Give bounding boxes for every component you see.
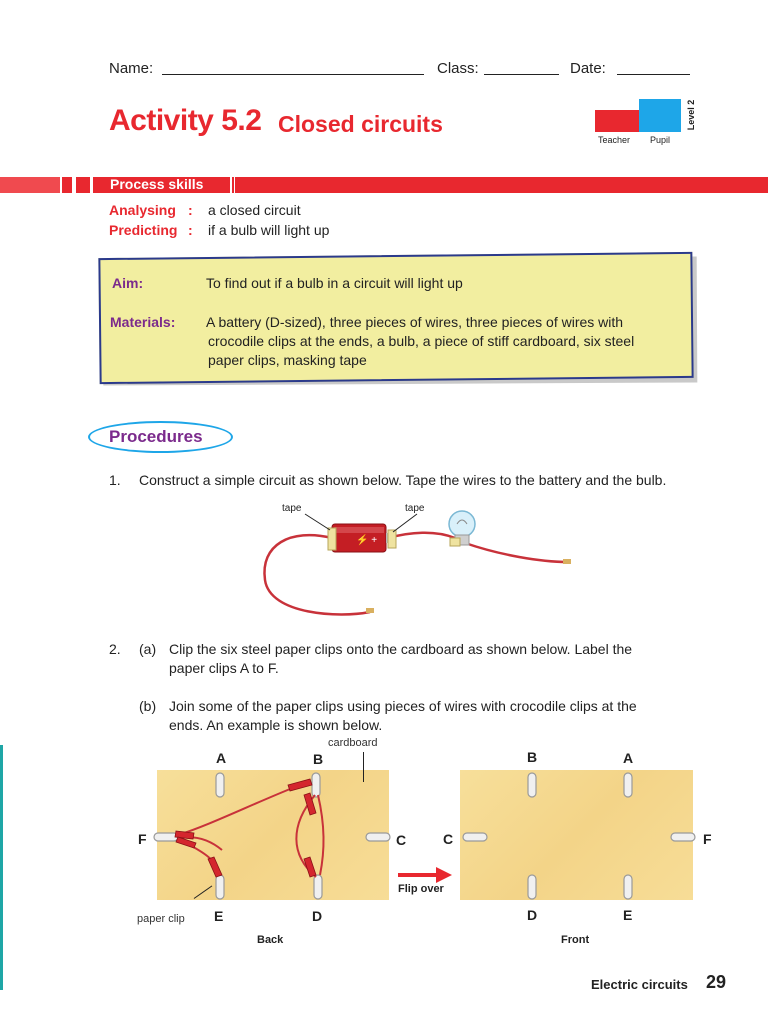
- back-clip-label-d: D: [312, 908, 323, 924]
- activity-title: Activity 5.2: [109, 104, 262, 137]
- back-clip-label-c: C: [396, 832, 407, 848]
- back-clip-label-a: A: [216, 750, 227, 766]
- name-label: Name:: [109, 60, 154, 77]
- step1-text: Construct a simple circuit as shown below. Tape the wires to the battery and the bulb.: [139, 472, 667, 488]
- bulb-icon: [449, 511, 475, 537]
- tape-label-right: tape: [405, 503, 425, 514]
- date-label: Date:: [570, 60, 606, 77]
- step1-number: 1.: [109, 472, 121, 488]
- class-label: Class:: [437, 60, 479, 77]
- paper-clip-label: paper clip: [137, 913, 185, 925]
- wire-middle: [388, 533, 455, 538]
- page-edge-marker: [0, 745, 3, 990]
- crocodile-clip: [288, 779, 312, 791]
- skill-separator: :: [188, 202, 193, 218]
- wire-b-to-d-2: [318, 795, 324, 875]
- paper-clip-b: [528, 773, 536, 797]
- front-clip-label-c: C: [443, 831, 454, 847]
- tape-left: [328, 528, 336, 550]
- flip-arrow-icon: [396, 866, 456, 884]
- paper-clip-d: [528, 875, 536, 899]
- back-clip-label-e: E: [214, 908, 224, 924]
- materials-label: Materials:: [110, 314, 176, 330]
- paper-clip-a: [216, 773, 224, 797]
- class-field-line[interactable]: [484, 74, 559, 75]
- paper-clip-c: [366, 833, 390, 841]
- step2b-label: (b): [139, 698, 157, 714]
- wire-right: [465, 543, 568, 562]
- front-label: Front: [561, 934, 590, 946]
- tape-right: [388, 530, 396, 548]
- wire-f-to-b: [178, 787, 295, 835]
- front-clip-label-e: E: [623, 907, 633, 923]
- teacher-label: Teacher: [598, 135, 631, 145]
- procedures-heading: Procedures: [109, 427, 203, 446]
- step2a-label: (a): [139, 641, 157, 657]
- pupil-label: Pupil: [650, 135, 671, 145]
- activity-subtitle: Closed circuits: [278, 111, 443, 137]
- step2a-line: Clip the six steel paper clips onto the cardboard as shown below. Label the: [169, 641, 633, 657]
- step2a-line: paper clips A to F.: [169, 660, 279, 676]
- battery-symbol: ⚡ +: [356, 535, 378, 546]
- skill-name: Predicting: [109, 222, 178, 238]
- aim-text: To find out if a bulb in a circuit will light up: [206, 275, 463, 291]
- materials-line: crocodile clips at the ends, a bulb, a piece of stiff cardboard, six steel: [208, 333, 635, 349]
- paper-clip-f: [671, 833, 695, 841]
- date-field-line[interactable]: [617, 74, 690, 75]
- chapter-title: Electric circuits: [591, 977, 688, 992]
- back-label: Back: [257, 934, 284, 946]
- back-board-wiring: [150, 765, 400, 905]
- name-field-line[interactable]: [162, 74, 424, 75]
- teacher-level-bar: [595, 110, 639, 132]
- tape-label-left: tape: [282, 503, 302, 514]
- paper-clip-e: [216, 875, 224, 899]
- front-clip-label-d: D: [527, 907, 538, 923]
- step2b-line: ends. An example is shown below.: [169, 717, 383, 733]
- step2b-line: Join some of the paper clips using pieces of wires with crocodile clips at the: [169, 698, 637, 714]
- level-label-container: [684, 98, 698, 134]
- paper-clip-c: [463, 833, 487, 841]
- materials-line: paper clips, masking tape: [208, 352, 367, 368]
- level-label: Level 2: [686, 99, 696, 131]
- materials-line: A battery (D-sized), three pieces of wires, three pieces of wires with: [206, 314, 624, 330]
- skill-name: Analysing: [109, 202, 176, 218]
- skill-description: if a bulb will light up: [208, 222, 330, 238]
- process-skills-heading: Process skills: [110, 176, 204, 192]
- back-clip-label-b: B: [313, 751, 324, 767]
- front-clip-label-b: B: [527, 749, 538, 765]
- paper-clip-f: [154, 833, 178, 841]
- front-clip-label-a: A: [623, 750, 634, 766]
- flip-over-label: Flip over: [398, 883, 444, 895]
- cardboard-label: cardboard: [328, 737, 378, 749]
- front-board-clips: [455, 765, 705, 905]
- crocodile-clip: [208, 857, 222, 877]
- front-clip-label-f: F: [703, 831, 712, 847]
- skill-separator: :: [188, 222, 193, 238]
- step2-number: 2.: [109, 641, 121, 657]
- paper-clip-d: [314, 875, 322, 899]
- page-number: 29: [706, 972, 727, 992]
- pupil-level-bar: [639, 99, 681, 132]
- paper-clip-e: [624, 875, 632, 899]
- skill-description: a closed circuit: [208, 202, 301, 218]
- paper-clip-b: [312, 773, 320, 797]
- aim-label: Aim:: [112, 275, 144, 291]
- paper-clip-a: [624, 773, 632, 797]
- simple-circuit-illustration: [250, 500, 590, 625]
- back-clip-label-f: F: [138, 831, 147, 847]
